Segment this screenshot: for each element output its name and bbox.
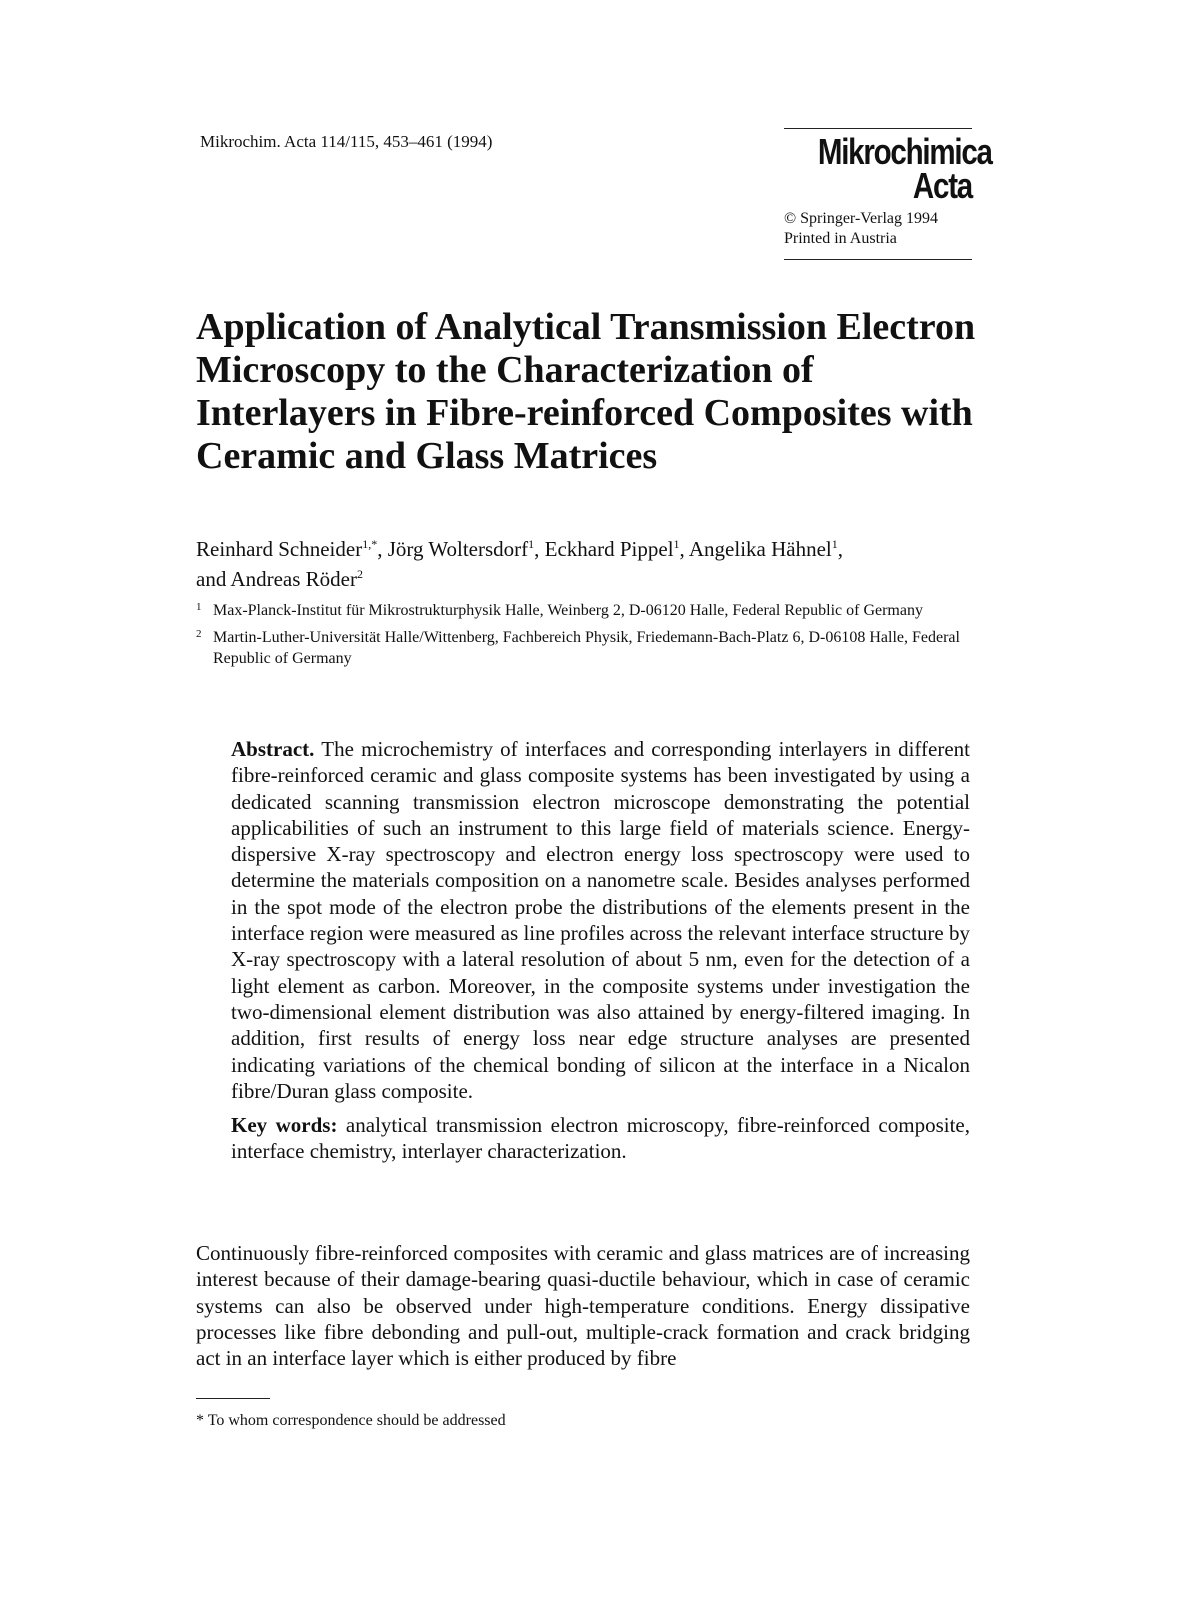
author-separator: , (377, 537, 388, 561)
brand-bottom-rule (784, 259, 972, 260)
author-mark: 1 (528, 537, 535, 551)
author-mark: 1 (673, 537, 680, 551)
body-text (196, 1240, 970, 1371)
author-name: Reinhard Schneider (196, 537, 363, 561)
keywords-label: Key words: (231, 1113, 338, 1138)
keywords-paragraph (231, 1112, 970, 1165)
author-name: Angelika Hähnel (688, 537, 832, 561)
keywords-text: analytical transmission electron microscopy, fibre-reinforced composite, interface chemistry, interlayer characterization. (231, 1113, 970, 1164)
journal-logo-line1: Mikrochimica (817, 131, 992, 172)
journal-logo-line2: Acta (912, 165, 972, 206)
copyright-line: © Springer-Verlag 1994 (784, 210, 939, 227)
author-mark: 2 (356, 567, 363, 581)
author-mark: 1 (831, 537, 838, 551)
journal-brand-block (784, 128, 992, 260)
affiliation-list (196, 600, 976, 675)
author-name: and Andreas Röder (196, 567, 357, 591)
affiliation-item (196, 627, 976, 669)
body-paragraph: Continuously fibre-reinforced composites with ceramic and glass matrices are of increasing interest because of their damage-bearing quasi-ductile behaviour, which in case of ceramic systems can also be observed under high-temperature conditions. Energy dissipative processes like fibre debonding and pull-out, multiple-crack formation and crack bridging act in an interface layer which is either produced by fibre (196, 1241, 970, 1371)
affiliation-item (196, 600, 976, 621)
abstract-text: The microchemistry of interfaces and corresponding interlayers in different fibre-reinforced ceramic and glass composite systems has been investigated by using a dedicated scanning transmission electron microscope demonstrating the potential applicabilities of such an instrument to this large field of materials science. Energy-dispersive X-ray spectroscopy and electron energy loss spectroscopy were used to determine the materials composition on a nanometre scale. Besides analyses performed in the spot mode of the electron probe the distributions of the elements present in the interface region were measured as line profiles across the relevant interface structure by X-ray spectroscopy with a lateral resolution of about 5 nm, even for the detection of a light element as carbon. Moreover, in the composite systems under investigation the two-dimensional element distribution was also attained by energy-filtered imaging. In addition, first results of energy loss near edge structure analyses are presented indicating variations of the chemical bonding of silicon at the interface in a Nicalon fibre/Duran glass composite. (231, 737, 970, 1103)
abstract-block (231, 736, 970, 1165)
journal-citation: Mikrochim. Acta 114/115, 453–461 (1994) (200, 132, 493, 151)
affiliation-text: Martin-Luther-Universität Halle/Wittenberg, Fachbereich Physik, Friedemann-Bach-Platz 6, D-06108 Halle, Federal Republic of Germany (213, 629, 960, 667)
footnote: * To whom correspondence should be addressed (196, 1412, 506, 1429)
affiliation-number: 1 (196, 601, 202, 613)
author-separator: , (837, 537, 843, 561)
affiliation-text: Max-Planck-Institut für Mikrostrukturphysik Halle, Weinberg 2, D-06120 Halle, Federal Republic of Germany (213, 602, 923, 619)
author-name: Eckhard Pippel (544, 537, 674, 561)
footnote-rule (196, 1398, 270, 1399)
author-separator: , (679, 537, 689, 561)
author-name: Jörg Woltersdorf (387, 537, 529, 561)
author-separator: , (534, 537, 545, 561)
author-mark: 1,* (362, 537, 378, 551)
author-list (196, 532, 976, 592)
abstract-paragraph (231, 736, 970, 1104)
paper-title: Application of Analytical Transmission Electron Microscopy to the Characterization of Interlayers in Fibre-reinforced Composites with Ceramic and Glass Matrices (196, 306, 976, 477)
brand-top-rule (784, 128, 972, 129)
abstract-label: Abstract. (231, 737, 315, 761)
affiliation-number: 2 (196, 628, 202, 640)
printed-line: Printed in Austria (784, 230, 897, 247)
